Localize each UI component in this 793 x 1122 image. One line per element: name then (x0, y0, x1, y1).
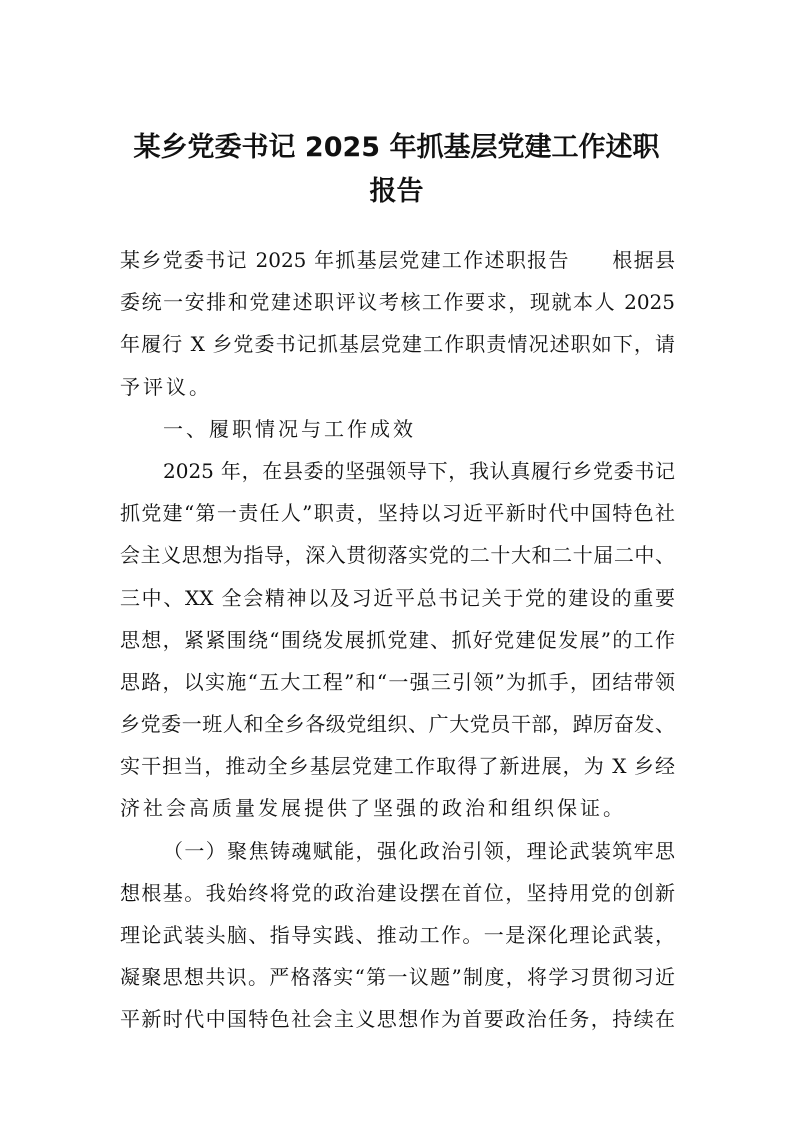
body-line: 三中、XX 全会精神以及习近平总书记关于党的建设的重要 (120, 585, 675, 610)
body-line: 予评议。 (120, 374, 212, 399)
body-line: 凝聚思想共识。严格落实“第一议题”制度，将学习贯彻习近 (120, 965, 675, 990)
section-heading: 一、履职情况与工作成效 (163, 416, 416, 441)
document-title-line-2: 报告 (369, 176, 424, 207)
document-title-line-1: 某乡党委书记 2025 年抓基层党建工作述职 (133, 132, 660, 163)
body-line: 乡党委一班人和全乡各级党组织、广大党员干部，踔厉奋发、 (120, 712, 675, 737)
body-line: 抓党建“第一责任人”职责，坚持以习近平新时代中国特色社 (120, 501, 675, 526)
body-line: 理论武装头脑、指导实践、推动工作。一是深化理论武装， (120, 923, 675, 947)
body-line: 实干担当，推动全乡基层党建工作取得了新进展，为 X 乡经 (120, 754, 675, 779)
body-line: 想根基。我始终将党的政治建设摆在首位，坚持用党的创新 (120, 880, 675, 905)
body-line: 平新时代中国特色社会主义思想作为首要政治任务，持续在 (120, 1007, 675, 1032)
body-line: 思想，紧紧围绕“围绕发展抓党建、抓好党建促发展”的工作 (120, 627, 675, 652)
document-body (120, 243, 675, 1045)
body-line: 某乡党委书记 2025 年抓基层党建工作述职报告 根据县 (120, 248, 675, 272)
body-line: 思路，以实施“五大工程”和“一强三引领”为抓手，团结带领 (120, 669, 675, 694)
body-line: 会主义思想为指导，深入贯彻落实党的二十大和二十届二中、 (120, 543, 675, 568)
body-line: 2025 年，在县委的坚强领导下，我认真履行乡党委书记 (163, 458, 675, 483)
subsection-heading: （一）聚焦铸魂赋能，强化政治引领，理论武装筑牢思 (163, 838, 675, 863)
body-line: 委统一安排和党建述职评议考核工作要求，现就本人 2025 (120, 290, 675, 315)
body-line: 济社会高质量发展提供了坚强的政治和组织保证。 (120, 796, 626, 821)
body-line: 年履行 X 乡党委书记抓基层党建工作职责情况述职如下，请 (120, 332, 675, 357)
